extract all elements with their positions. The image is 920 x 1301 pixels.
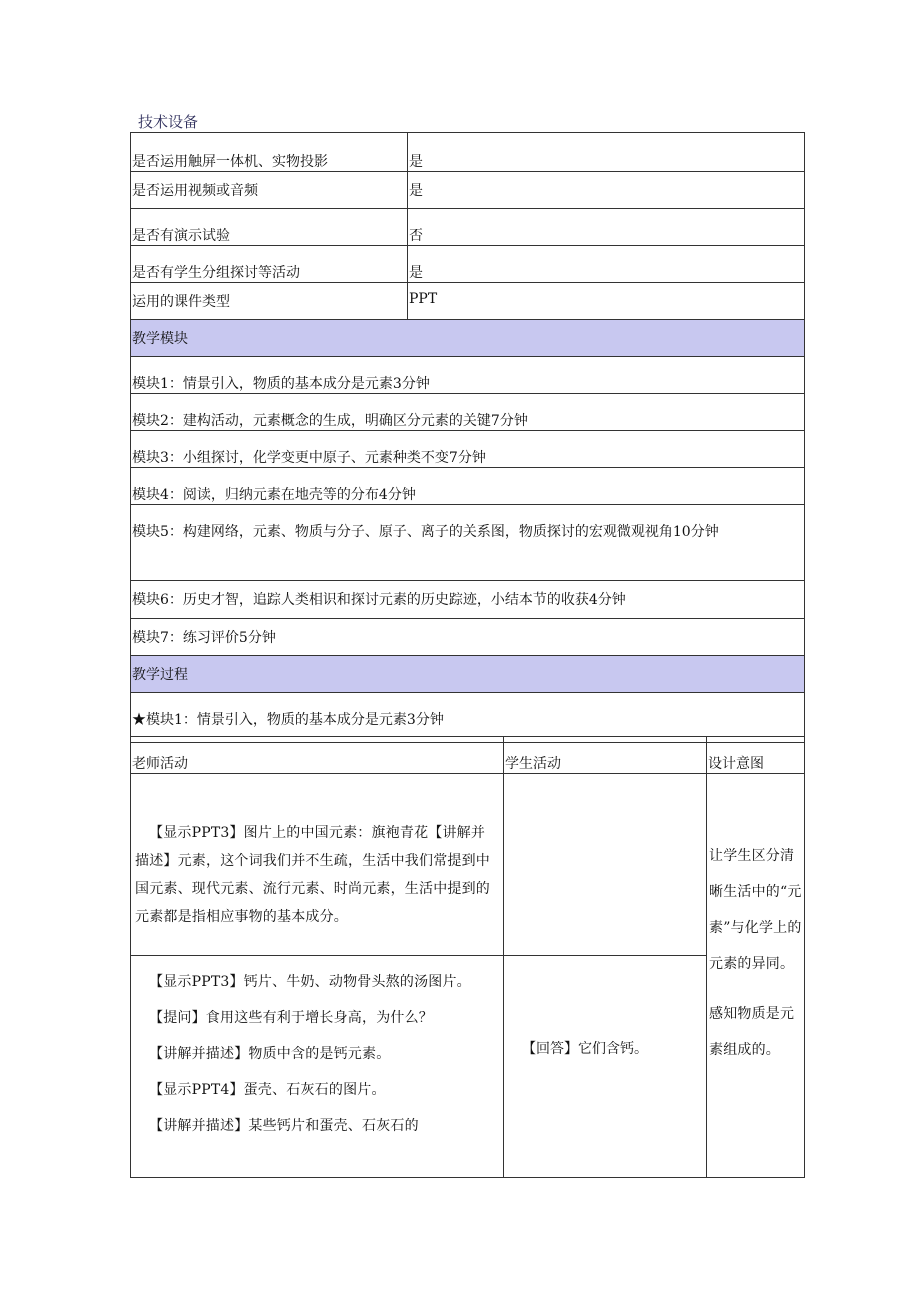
- process-module: ★模块1：情景引入，物质的基本成分是元素3分钟: [131, 693, 805, 743]
- module-item: 模块6：历史才智，追踪人类相识和探讨元素的历史踪迹，小结本节的收获4分钟: [131, 581, 805, 619]
- module-item: 模块5：构建网络，元素、物质与分子、原子、离子的关系图，物质探讨的宏观微观视角10分钟: [131, 505, 805, 581]
- column-teacher: 老师活动: [131, 737, 504, 774]
- equipment-question: 是否有学生分组探讨等活动: [131, 246, 408, 283]
- equipment-question: 是否运用触屏一体机、实物投影: [131, 133, 408, 172]
- module-row: [131, 468, 805, 505]
- module-item: 模块7：练习评价5分钟: [131, 619, 805, 656]
- modules-header-row: [131, 320, 805, 357]
- process-table: [130, 736, 805, 1178]
- equipment-question: 是否有演示试验: [131, 209, 408, 246]
- equipment-answer: PPT: [408, 283, 805, 320]
- module-row: [131, 581, 805, 619]
- design-intent-text: 让学生区分清晰生活中的“元素”与化学上的元素的异同。: [709, 848, 802, 972]
- section-heading: 技术设备: [138, 113, 199, 131]
- student-answer: 【回答】它们含钙。: [522, 1041, 648, 1057]
- equipment-answer: 否: [408, 209, 805, 246]
- module-row: [131, 357, 805, 394]
- equipment-question: 是否运用视频或音频: [131, 172, 408, 209]
- design-intent-text: 感知物质是元素组成的。: [709, 1006, 795, 1058]
- process-row: [131, 956, 805, 1178]
- module-item: 模块3：小组探讨，化学变更中原子、元素种类不变7分钟: [131, 431, 805, 468]
- module-item: 模块1：情景引入，物质的基本成分是元素3分钟: [131, 357, 805, 394]
- design-intent-cell: [707, 774, 805, 1178]
- equipment-question: 运用的课件类型: [131, 283, 408, 320]
- equipment-row: [131, 283, 805, 320]
- module-item: 模块2：建构活动，元素概念的生成，明确区分元素的关键7分钟: [131, 394, 805, 431]
- equipment-row: [131, 172, 805, 209]
- equipment-answer: 是: [408, 133, 805, 172]
- equipment-row: [131, 246, 805, 283]
- process-header: 教学过程: [131, 656, 805, 693]
- teacher-activity-text: 【显示PPT3】图片上的中国元素：旗袍青花【讲解并描述】元素，这个词我们并不生疏，生活中我们常提到中国元素、现代元素、流行元素、时尚元素，生活中提到的元素都是指相应事物的基本成分。: [135, 825, 490, 925]
- teacher-activity-cell: [131, 774, 504, 956]
- teacher-activity-line: 【讲解并描述】某些钙片和蛋壳、石灰石的: [149, 1118, 419, 1134]
- teacher-activity-cell: [131, 956, 504, 1178]
- process-columns-row: [131, 737, 805, 774]
- equipment-modules-table: [130, 132, 805, 743]
- equipment-row: [131, 133, 805, 172]
- module-row: [131, 431, 805, 468]
- column-student: 学生活动: [504, 737, 707, 774]
- modules-header: 教学模块: [131, 320, 805, 357]
- student-activity-cell: [504, 774, 707, 956]
- module-row: [131, 505, 805, 581]
- module-row: [131, 619, 805, 656]
- process-header-row: [131, 656, 805, 693]
- teacher-activity-line: 【显示PPT4】蛋壳、石灰石的图片。: [149, 1082, 386, 1098]
- equipment-row: [131, 209, 805, 246]
- module-row: [131, 394, 805, 431]
- column-design: 设计意图: [707, 737, 805, 774]
- student-activity-cell: [504, 956, 707, 1178]
- equipment-answer: 是: [408, 246, 805, 283]
- module-item: 模块4：阅读，归纳元素在地壳等的分布4分钟: [131, 468, 805, 505]
- equipment-answer: 是: [408, 172, 805, 209]
- process-row: [131, 774, 805, 956]
- teacher-activity-line: 【讲解并描述】物质中含的是钙元素。: [149, 1046, 391, 1062]
- process-module-row: [131, 693, 805, 743]
- teacher-activity-line: 【提问】食用这些有利于增长身高，为什么？: [149, 1010, 433, 1026]
- teacher-activity-line: 【显示PPT3】钙片、牛奶、动物骨头熬的汤图片。: [149, 974, 471, 990]
